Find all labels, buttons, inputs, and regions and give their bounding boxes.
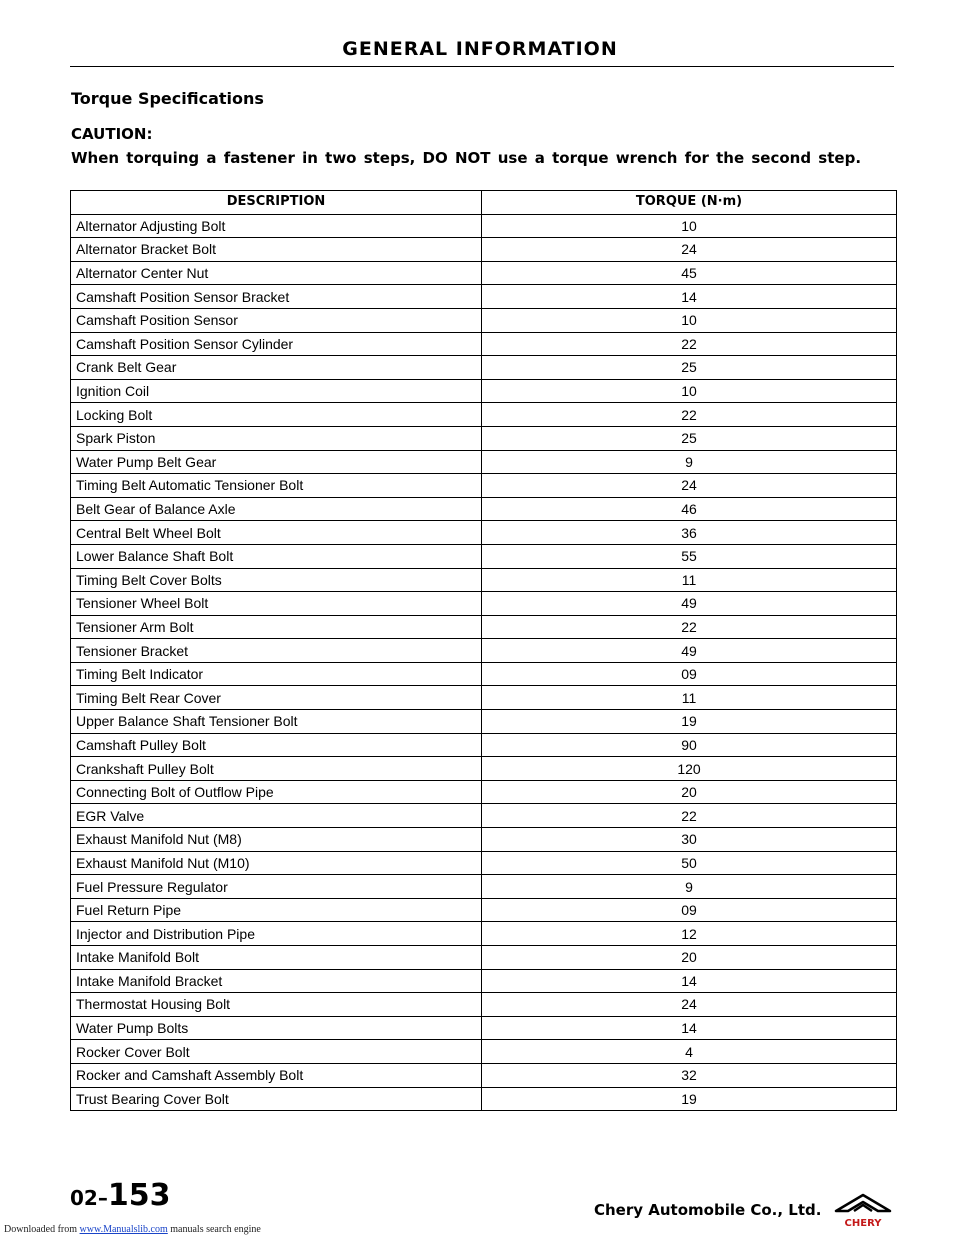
- torque-cell: 20: [482, 780, 897, 804]
- table-row: [71, 922, 897, 946]
- description-cell: Tensioner Arm Bolt: [71, 615, 482, 639]
- page-number-value: 153: [107, 1178, 171, 1213]
- table-row: [71, 261, 897, 285]
- table-row: [71, 662, 897, 686]
- description-cell: Alternator Adjusting Bolt: [71, 214, 482, 238]
- page-number: [70, 1178, 170, 1213]
- table-row: [71, 356, 897, 380]
- description-cell: Camshaft Position Sensor: [71, 308, 482, 332]
- table-row: [71, 379, 897, 403]
- torque-cell: 50: [482, 851, 897, 875]
- table-row: [71, 474, 897, 498]
- logo-text: CHERY: [844, 1218, 882, 1229]
- table-row: [71, 238, 897, 262]
- table-row: [71, 710, 897, 734]
- torque-cell: 36: [482, 521, 897, 545]
- column-header-description: DESCRIPTION: [71, 191, 482, 215]
- description-cell: Intake Manifold Bolt: [71, 946, 482, 970]
- torque-cell: 24: [482, 238, 897, 262]
- table-row: [71, 851, 897, 875]
- torque-cell: 55: [482, 544, 897, 568]
- torque-cell: 10: [482, 214, 897, 238]
- description-cell: Alternator Bracket Bolt: [71, 238, 482, 262]
- table-row: [71, 1087, 897, 1111]
- description-cell: Tensioner Wheel Bolt: [71, 592, 482, 616]
- description-cell: Spark Piston: [71, 426, 482, 450]
- description-cell: Rocker and Camshaft Assembly Bolt: [71, 1063, 482, 1087]
- description-cell: Injector and Distribution Pipe: [71, 922, 482, 946]
- torque-cell: 120: [482, 757, 897, 781]
- table-row: [71, 1040, 897, 1064]
- description-cell: Exhaust Manifold Nut (M8): [71, 828, 482, 852]
- table-body: [71, 214, 897, 1111]
- torque-cell: 24: [482, 474, 897, 498]
- table-row: [71, 780, 897, 804]
- torque-cell: 49: [482, 592, 897, 616]
- torque-cell: 14: [482, 969, 897, 993]
- description-cell: Trust Bearing Cover Bolt: [71, 1087, 482, 1111]
- description-cell: Fuel Return Pipe: [71, 898, 482, 922]
- torque-cell: 25: [482, 426, 897, 450]
- table-row: [71, 521, 897, 545]
- table-row: [71, 544, 897, 568]
- table-row: [71, 426, 897, 450]
- table-row: [71, 308, 897, 332]
- table-row: [71, 828, 897, 852]
- caution-text: When torquing a fastener in two steps, DO NOT use a torque wrench for the second step.: [71, 149, 862, 167]
- description-cell: Crankshaft Pulley Bolt: [71, 757, 482, 781]
- section-title: Torque Specifications: [71, 89, 264, 108]
- table-row: [71, 1063, 897, 1087]
- torque-cell: 30: [482, 828, 897, 852]
- description-cell: EGR Valve: [71, 804, 482, 828]
- description-cell: Ignition Coil: [71, 379, 482, 403]
- description-cell: Locking Bolt: [71, 403, 482, 427]
- table-row: [71, 1016, 897, 1040]
- manualslib-link[interactable]: www.Manualslib.com: [79, 1224, 168, 1235]
- description-cell: Water Pump Bolts: [71, 1016, 482, 1040]
- description-cell: Fuel Pressure Regulator: [71, 875, 482, 899]
- table-row: [71, 733, 897, 757]
- description-cell: Belt Gear of Balance Axle: [71, 497, 482, 521]
- header-rule: [70, 66, 894, 67]
- download-note: [4, 1224, 261, 1235]
- table-row: [71, 592, 897, 616]
- page-number-prefix: 02–: [70, 1186, 108, 1210]
- torque-cell: 14: [482, 285, 897, 309]
- table-row: [71, 946, 897, 970]
- description-cell: Camshaft Pulley Bolt: [71, 733, 482, 757]
- table-row: [71, 615, 897, 639]
- table-row: [71, 804, 897, 828]
- description-cell: Rocker Cover Bolt: [71, 1040, 482, 1064]
- column-header-torque: TORQUE (N·m): [482, 191, 897, 215]
- description-cell: Alternator Center Nut: [71, 261, 482, 285]
- description-cell: Crank Belt Gear: [71, 356, 482, 380]
- table-row: [71, 497, 897, 521]
- table-row: [71, 332, 897, 356]
- torque-cell: 14: [482, 1016, 897, 1040]
- torque-cell: 9: [482, 875, 897, 899]
- table-row: [71, 214, 897, 238]
- caution-label: CAUTION:: [71, 125, 153, 143]
- table-row: [71, 898, 897, 922]
- description-cell: Water Pump Belt Gear: [71, 450, 482, 474]
- torque-cell: 22: [482, 332, 897, 356]
- torque-cell: 10: [482, 308, 897, 332]
- torque-cell: 90: [482, 733, 897, 757]
- torque-cell: 45: [482, 261, 897, 285]
- torque-cell: 22: [482, 403, 897, 427]
- description-cell: Thermostat Housing Bolt: [71, 993, 482, 1017]
- torque-cell: 9: [482, 450, 897, 474]
- description-cell: Intake Manifold Bracket: [71, 969, 482, 993]
- company-name: Chery Automobile Co., Ltd.: [594, 1201, 822, 1219]
- description-cell: Camshaft Position Sensor Cylinder: [71, 332, 482, 356]
- description-cell: Timing Belt Rear Cover: [71, 686, 482, 710]
- chery-logo-icon: [832, 1193, 894, 1229]
- description-cell: Timing Belt Indicator: [71, 662, 482, 686]
- torque-table: [70, 190, 897, 1111]
- description-cell: Connecting Bolt of Outflow Pipe: [71, 780, 482, 804]
- description-cell: Timing Belt Cover Bolts: [71, 568, 482, 592]
- description-cell: Tensioner Bracket: [71, 639, 482, 663]
- torque-cell: 09: [482, 662, 897, 686]
- torque-cell: 10: [482, 379, 897, 403]
- description-cell: Timing Belt Automatic Tensioner Bolt: [71, 474, 482, 498]
- torque-cell: 22: [482, 615, 897, 639]
- description-cell: Camshaft Position Sensor Bracket: [71, 285, 482, 309]
- torque-cell: 25: [482, 356, 897, 380]
- torque-cell: 46: [482, 497, 897, 521]
- torque-cell: 11: [482, 568, 897, 592]
- torque-cell: 32: [482, 1063, 897, 1087]
- table-row: [71, 969, 897, 993]
- table-row: [71, 450, 897, 474]
- table-row: [71, 403, 897, 427]
- table-row: [71, 639, 897, 663]
- description-cell: Upper Balance Shaft Tensioner Bolt: [71, 710, 482, 734]
- description-cell: Exhaust Manifold Nut (M10): [71, 851, 482, 875]
- table-row: [71, 285, 897, 309]
- description-cell: Lower Balance Shaft Bolt: [71, 544, 482, 568]
- table-row: [71, 568, 897, 592]
- download-note-suffix: manuals search engine: [167, 1224, 261, 1235]
- torque-cell: 19: [482, 1087, 897, 1111]
- torque-cell: 20: [482, 946, 897, 970]
- torque-cell: 19: [482, 710, 897, 734]
- torque-cell: 24: [482, 993, 897, 1017]
- torque-cell: 22: [482, 804, 897, 828]
- table-row: [71, 757, 897, 781]
- description-cell: Central Belt Wheel Bolt: [71, 521, 482, 545]
- table-row: [71, 993, 897, 1017]
- torque-cell: 11: [482, 686, 897, 710]
- torque-cell: 09: [482, 898, 897, 922]
- table-header-row: [71, 191, 897, 215]
- table-row: [71, 686, 897, 710]
- torque-cell: 49: [482, 639, 897, 663]
- header-title: GENERAL INFORMATION: [342, 38, 618, 60]
- torque-cell: 4: [482, 1040, 897, 1064]
- table-row: [71, 875, 897, 899]
- torque-cell: 12: [482, 922, 897, 946]
- download-note-prefix: Downloaded from: [4, 1224, 80, 1235]
